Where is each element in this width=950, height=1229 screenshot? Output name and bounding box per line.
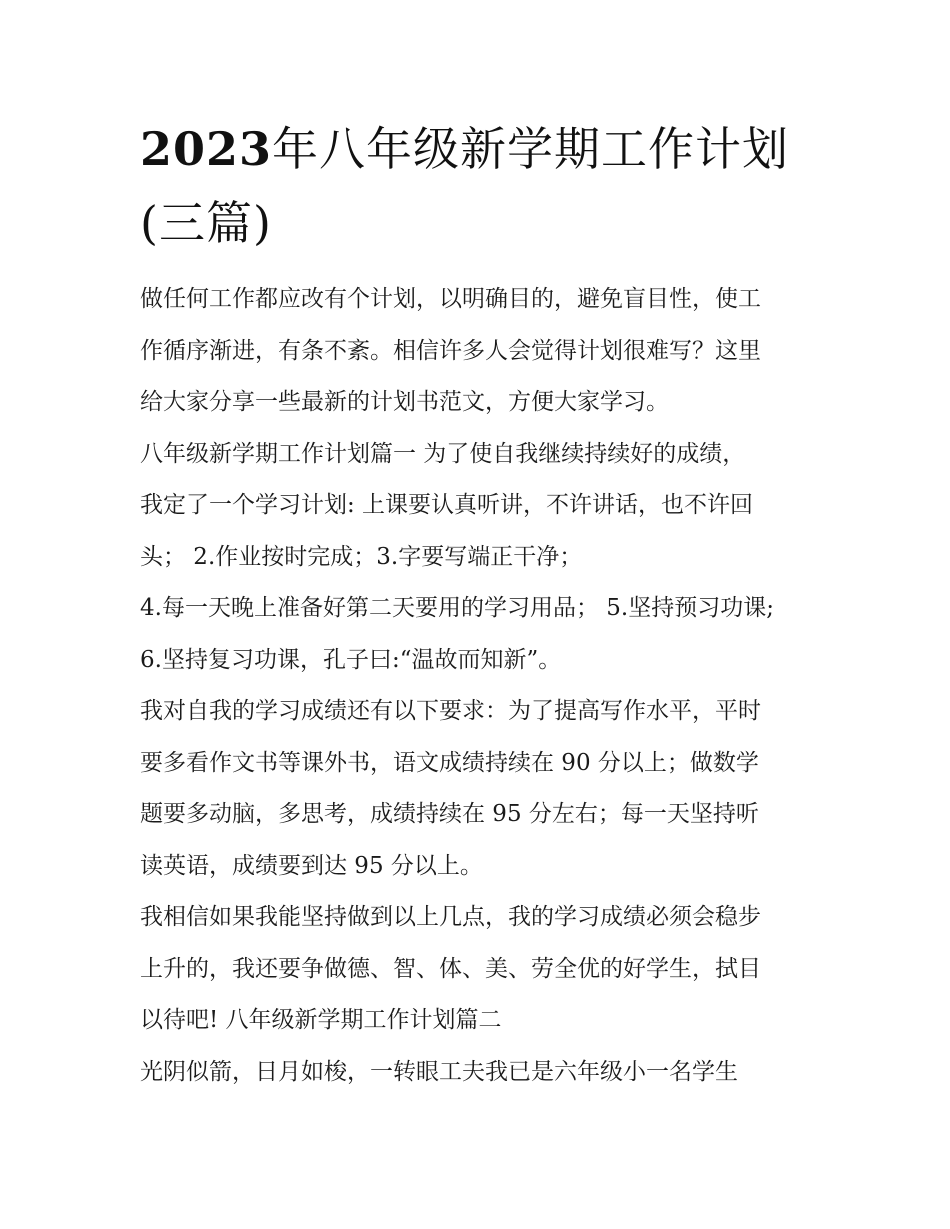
body-line: 光阴似箭，日月如梭，一转眼工夫我已是六年级小一名学生 — [140, 1058, 738, 1085]
body-line: 我相信如果我能坚持做到以上几点，我的学习成绩必须会稳步 — [140, 904, 761, 930]
title-line2: (三篇) — [140, 196, 272, 250]
body-line: 题要多动脑，多思考，成绩持续在 95 分左右；每一天坚持听 — [140, 801, 759, 827]
body-line: 6.坚持复习功课，孔子曰:“温故而知新”。 — [140, 646, 562, 673]
body-line: 以待吧! 八年级新学期工作计划篇二 — [140, 1007, 502, 1033]
body-line: 我定了一个学习计划: 上课要认真听讲，不许讲话，也不许回 — [140, 492, 754, 518]
body-line: 要多看作文书等课外书，语文成绩持续在 90 分以上；做数学 — [140, 749, 759, 776]
body-line: 做任何工作都应改有个计划，以明确目的，避免盲目性，使工 — [140, 286, 761, 312]
body-line: 给大家分享一些最新的计划书范文，方便大家学习。 — [140, 389, 669, 415]
document-title — [140, 112, 830, 260]
body-line: 头； 2.作业按时完成；3.字要写端正干净； — [140, 543, 583, 570]
title-line1: 年八年级新学期工作计划 — [272, 122, 790, 176]
body-line: 4.每一天晚上准备好第二天要用的学习用品； 5.坚持预习功课; — [140, 595, 774, 621]
body-line: 我对自我的学习成绩还有以下要求：为了提高写作水平，平时 — [140, 698, 761, 724]
body-line: 读英语，成绩要到达 95 分以上。 — [140, 852, 483, 879]
body-line: 八年级新学期工作计划篇一 为了使自我继续持续好的成绩， — [140, 440, 746, 467]
document-body — [140, 274, 820, 1098]
body-line: 上升的，我还要争做德、智、体、美、劳全优的好学生，拭目 — [140, 955, 761, 982]
body-line: 作循序渐进，有条不紊。相信许多人会觉得计划很难写？这里 — [140, 337, 761, 364]
title-year: 2023 — [140, 122, 273, 176]
